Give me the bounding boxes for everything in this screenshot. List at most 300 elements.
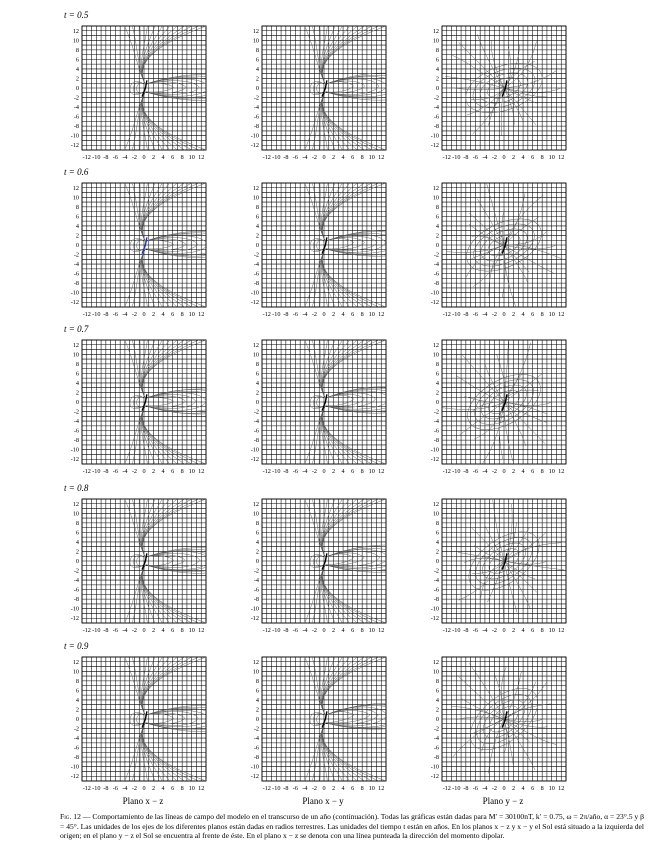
field-line	[142, 655, 188, 715]
y-tick-label: -8	[433, 754, 439, 762]
x-tick-label: -8	[463, 627, 469, 634]
field-line	[142, 497, 196, 557]
y-tick-label: -4	[433, 104, 439, 112]
y-tick-label: -10	[250, 605, 259, 613]
y-tick-label: 2	[75, 389, 79, 397]
y-tick-label: 0	[255, 558, 259, 565]
x-tick-label: -6	[112, 627, 118, 634]
field-line	[145, 240, 173, 249]
field-line	[142, 407, 188, 467]
x-tick-label: 6	[351, 154, 355, 161]
x-tick-label: -6	[292, 311, 298, 318]
y-tick-label: -4	[253, 261, 259, 269]
field-line	[322, 566, 384, 626]
x-tick-label: 6	[351, 468, 355, 475]
field-line	[142, 724, 196, 784]
y-tick-label: 4	[255, 379, 259, 387]
x-tick-label: 12	[378, 785, 385, 792]
y-tick-label: -2	[253, 408, 259, 416]
x-tick-label: -4	[482, 311, 488, 318]
x-tick-label: -12	[262, 468, 271, 475]
x-tick-label: 4	[521, 468, 525, 475]
x-tick-label: -10	[452, 154, 461, 161]
x-tick-label: -12	[82, 627, 91, 634]
x-tick-label: 6	[171, 785, 175, 792]
x-tick-label: 0	[502, 627, 506, 634]
x-tick-label: -6	[472, 311, 478, 318]
field-lines	[445, 34, 561, 135]
field-line	[142, 566, 188, 626]
field-line	[312, 250, 325, 310]
x-tick-label: 6	[531, 627, 535, 634]
x-tick-label: -4	[482, 468, 488, 475]
field-line	[145, 556, 173, 566]
field-line	[132, 497, 145, 557]
y-tick-label: -4	[433, 418, 439, 426]
x-tick-label: 8	[360, 785, 364, 792]
field-line	[322, 407, 384, 467]
y-tick-label: 4	[75, 696, 79, 704]
x-tick-label: 4	[341, 785, 345, 792]
y-tick-label: -10	[70, 289, 79, 297]
y-tick-label: -2	[253, 725, 259, 733]
y-tick-label: -6	[73, 744, 79, 752]
y-tick-label: 0	[75, 85, 79, 92]
y-tick-label: 8	[435, 203, 439, 211]
x-tick-label: 4	[161, 785, 165, 792]
x-tick-label: 0	[322, 785, 326, 792]
x-tick-label: 12	[198, 311, 205, 318]
y-tick-label: -10	[250, 289, 259, 297]
y-tick-label: 10	[432, 510, 439, 518]
field-line	[312, 407, 325, 467]
x-tick-label: -2	[311, 154, 318, 161]
x-tick-label: -10	[272, 627, 281, 634]
y-tick-label: -8	[433, 437, 439, 445]
y-tick-label: 4	[75, 538, 79, 546]
field-line	[142, 407, 204, 467]
x-tick-label: 4	[341, 627, 345, 634]
x-tick-label: -4	[302, 627, 308, 634]
x-tick-label: 6	[531, 311, 535, 318]
x-tick-label: -8	[103, 311, 109, 318]
y-tick-label: 8	[75, 519, 79, 527]
y-tick-label: -12	[70, 299, 79, 307]
y-tick-label: 10	[432, 37, 439, 45]
y-tick-label: -2	[73, 94, 79, 102]
panel-x-y-t0.6	[251, 181, 419, 318]
y-tick-label: -2	[433, 251, 439, 259]
y-tick-label: -12	[430, 299, 439, 307]
x-tick-label: -8	[283, 627, 289, 634]
x-tick-label: -8	[103, 468, 109, 475]
x-tick-label: 4	[161, 468, 165, 475]
field-line	[322, 24, 376, 84]
time-label-row-2: t = 0.6	[64, 167, 89, 177]
x-tick-label: 6	[351, 785, 355, 792]
x-tick-label: -4	[482, 627, 488, 634]
y-tick-label: -10	[250, 446, 259, 454]
y-tick-label: 2	[435, 706, 439, 714]
y-tick-label: -10	[430, 446, 439, 454]
x-tick-label: 8	[540, 627, 544, 634]
field-line	[142, 338, 196, 398]
x-tick-label: -2	[131, 785, 138, 792]
field-line	[142, 566, 204, 626]
x-tick-label: 6	[171, 468, 175, 475]
y-tick-label: 6	[255, 687, 259, 695]
field-line	[322, 338, 384, 398]
field-line	[322, 566, 360, 626]
x-tick-label: 12	[378, 627, 385, 634]
field-line	[322, 566, 376, 626]
y-tick-label: -2	[73, 408, 79, 416]
field-line	[142, 497, 204, 557]
x-tick-label: -4	[122, 468, 128, 475]
x-tick-label: 2	[511, 785, 516, 792]
x-tick-label: -10	[92, 785, 101, 792]
y-tick-label: 0	[255, 716, 259, 723]
y-tick-label: -12	[430, 142, 439, 150]
x-tick-label: -8	[103, 154, 109, 161]
x-tick-label: -2	[491, 627, 498, 634]
time-label-row-5: t = 0.9	[64, 641, 89, 651]
field-line	[322, 724, 360, 784]
x-tick-label: -6	[472, 785, 478, 792]
x-tick-label: -12	[442, 154, 451, 161]
field-line	[322, 93, 368, 153]
field-line	[504, 402, 513, 461]
y-tick-label: -8	[433, 280, 439, 288]
x-tick-label: -2	[311, 468, 318, 475]
y-tick-label: -4	[73, 577, 79, 585]
y-tick-label: 4	[255, 538, 259, 546]
x-tick-label: -6	[292, 468, 298, 475]
field-line	[142, 655, 204, 715]
x-tick-label: -6	[112, 468, 118, 475]
field-line	[142, 724, 188, 784]
y-tick-label: -2	[433, 408, 439, 416]
field-line	[312, 338, 325, 398]
field-line	[142, 407, 196, 467]
x-tick-label: 2	[511, 154, 516, 161]
field-line	[142, 181, 188, 241]
y-tick-label: 0	[435, 242, 439, 249]
y-tick-label: 6	[255, 56, 259, 64]
x-tick-label: -6	[472, 154, 478, 161]
y-tick-label: 0	[75, 558, 79, 565]
x-tick-label: -10	[92, 154, 101, 161]
x-tick-label: 0	[502, 311, 506, 318]
y-tick-label: 0	[435, 85, 439, 92]
x-tick-label: -8	[283, 785, 289, 792]
field-line	[322, 724, 384, 784]
y-tick-label: -4	[433, 577, 439, 585]
x-tick-label: -10	[92, 311, 101, 318]
y-tick-label: 6	[435, 529, 439, 537]
field-line	[322, 93, 376, 153]
x-tick-label: -10	[452, 627, 461, 634]
y-tick-label: 0	[255, 85, 259, 92]
x-tick-label: -8	[463, 468, 469, 475]
y-tick-label: -12	[70, 456, 79, 464]
x-tick-label: -8	[103, 785, 109, 792]
field-line	[312, 497, 325, 557]
x-tick-label: 12	[198, 627, 205, 634]
x-tick-label: 8	[360, 154, 364, 161]
x-tick-label: 2	[331, 311, 336, 318]
x-tick-label: -2	[131, 627, 138, 634]
y-tick-label: 12	[72, 658, 79, 666]
x-tick-label: -2	[311, 785, 318, 792]
panel-x-z-t0.6	[71, 181, 241, 318]
y-tick-label: -2	[433, 567, 439, 575]
y-tick-label: -12	[250, 615, 259, 623]
panel-y-z-t0.5	[431, 26, 566, 161]
x-tick-label: 6	[171, 154, 175, 161]
x-tick-label: 0	[142, 468, 146, 475]
field-line	[322, 724, 376, 784]
y-tick-label: 12	[432, 341, 439, 349]
x-tick-label: 10	[188, 154, 195, 161]
field-line	[322, 407, 376, 467]
x-tick-label: 10	[548, 311, 555, 318]
x-tick-label: -2	[491, 785, 498, 792]
field-line	[142, 655, 196, 715]
x-tick-label: -2	[131, 311, 138, 318]
field-line	[322, 407, 368, 467]
field-line	[142, 181, 196, 241]
y-tick-label: 8	[255, 203, 259, 211]
field-line	[312, 655, 325, 715]
y-tick-label: -4	[73, 418, 79, 426]
y-tick-label: -8	[253, 437, 259, 445]
y-tick-label: 6	[255, 370, 259, 378]
x-tick-label: -8	[463, 311, 469, 318]
y-tick-label: -10	[70, 605, 79, 613]
panel-y-z-t0.9	[431, 657, 566, 792]
field-line	[142, 93, 180, 153]
y-tick-label: 10	[432, 351, 439, 359]
x-tick-label: 12	[378, 154, 385, 161]
x-tick-label: -10	[452, 468, 461, 475]
x-tick-label: -10	[272, 154, 281, 161]
x-tick-label: -4	[302, 154, 308, 161]
panel-x-z-t0.5	[71, 24, 242, 161]
x-tick-label: -2	[311, 311, 318, 318]
y-tick-label: 2	[75, 548, 79, 556]
y-tick-label: 6	[75, 687, 79, 695]
y-tick-label: 8	[75, 46, 79, 54]
y-tick-label: 0	[255, 242, 259, 249]
y-tick-label: -8	[73, 280, 79, 288]
x-tick-label: 4	[341, 154, 345, 161]
y-tick-label: -8	[73, 596, 79, 604]
y-tick-label: 12	[252, 341, 259, 349]
y-tick-label: 10	[72, 194, 79, 202]
field-line	[142, 655, 180, 715]
x-tick-label: -12	[82, 154, 91, 161]
x-tick-label: -6	[292, 154, 298, 161]
field-line	[325, 230, 419, 256]
x-tick-label: 8	[360, 627, 364, 634]
x-tick-label: -4	[302, 468, 308, 475]
y-tick-label: 2	[255, 389, 259, 397]
x-tick-label: 4	[161, 311, 165, 318]
y-tick-label: 8	[75, 203, 79, 211]
x-tick-label: 8	[540, 311, 544, 318]
x-tick-label: 2	[331, 154, 336, 161]
x-tick-label: -12	[442, 627, 451, 634]
x-tick-label: -8	[283, 468, 289, 475]
y-tick-label: 4	[435, 222, 439, 230]
x-tick-label: -6	[472, 468, 478, 475]
y-tick-label: 12	[432, 27, 439, 35]
caption-lead: Fig. 12	[60, 812, 81, 821]
field-line	[458, 676, 504, 719]
x-tick-label: 2	[151, 627, 156, 634]
y-tick-label: 12	[72, 184, 79, 192]
x-tick-label: 4	[341, 311, 345, 318]
y-tick-label: 12	[432, 658, 439, 666]
y-tick-label: -10	[70, 763, 79, 771]
field-line	[142, 338, 180, 398]
x-tick-label: -4	[122, 311, 128, 318]
x-tick-label: 10	[368, 154, 375, 161]
x-tick-label: 0	[502, 154, 506, 161]
y-tick-label: 10	[252, 351, 259, 359]
y-tick-label: 4	[75, 379, 79, 387]
y-tick-label: -4	[73, 104, 79, 112]
y-tick-label: 6	[255, 213, 259, 221]
x-tick-label: 8	[540, 468, 544, 475]
y-tick-label: -6	[433, 270, 439, 278]
x-tick-label: -4	[122, 785, 128, 792]
field-line	[145, 398, 173, 406]
x-tick-label: -4	[482, 154, 488, 161]
y-tick-label: 4	[75, 65, 79, 73]
y-tick-label: 4	[255, 65, 259, 73]
y-tick-label: -4	[433, 261, 439, 269]
y-tick-label: -6	[253, 427, 259, 435]
field-line	[142, 93, 188, 153]
field-line	[312, 566, 325, 626]
x-tick-label: 2	[511, 627, 516, 634]
y-tick-label: 12	[252, 27, 259, 35]
x-tick-label: 0	[322, 468, 326, 475]
y-tick-label: -12	[70, 773, 79, 781]
time-label-row-1: t = 0.5	[64, 10, 89, 20]
field-line	[322, 497, 384, 557]
x-tick-label: 10	[368, 785, 375, 792]
y-tick-label: 12	[432, 184, 439, 192]
field-line	[504, 47, 511, 88]
x-tick-label: 8	[360, 311, 364, 318]
y-tick-label: 10	[432, 194, 439, 202]
x-tick-label: -12	[262, 154, 271, 161]
x-tick-label: -10	[452, 785, 461, 792]
x-tick-label: -12	[262, 311, 271, 318]
x-tick-label: -4	[122, 154, 128, 161]
field-line	[132, 24, 145, 84]
x-tick-label: 2	[151, 154, 156, 161]
x-tick-label: 8	[180, 785, 184, 792]
y-tick-label: -2	[73, 251, 79, 259]
x-tick-label: 10	[548, 154, 555, 161]
y-tick-label: -8	[433, 596, 439, 604]
x-tick-label: -10	[272, 785, 281, 792]
x-tick-label: 10	[548, 468, 555, 475]
field-line	[142, 338, 204, 398]
x-tick-label: -2	[491, 154, 498, 161]
x-tick-label: -10	[92, 468, 101, 475]
y-tick-label: -6	[73, 113, 79, 121]
field-line	[132, 655, 145, 715]
y-tick-label: 12	[72, 341, 79, 349]
x-tick-label: 10	[368, 468, 375, 475]
y-tick-label: 10	[72, 351, 79, 359]
x-tick-label: 4	[521, 154, 525, 161]
x-tick-label: -2	[131, 154, 138, 161]
field-line	[142, 93, 204, 153]
y-tick-label: -2	[433, 725, 439, 733]
x-tick-label: 0	[142, 154, 146, 161]
x-tick-label: 10	[368, 627, 375, 634]
y-tick-label: 2	[435, 75, 439, 83]
field-line	[132, 338, 145, 398]
y-tick-label: 4	[255, 696, 259, 704]
field-line	[504, 245, 529, 272]
y-tick-label: -6	[433, 744, 439, 752]
x-tick-label: 10	[188, 785, 195, 792]
field-line	[504, 245, 527, 282]
field-line	[142, 724, 180, 784]
y-tick-label: -12	[430, 773, 439, 781]
y-tick-label: 0	[75, 399, 79, 406]
field-line	[142, 497, 188, 557]
x-tick-label: 10	[368, 311, 375, 318]
y-tick-label: 0	[255, 399, 259, 406]
y-tick-label: -2	[253, 251, 259, 259]
x-tick-label: 12	[378, 311, 385, 318]
y-tick-label: 10	[72, 510, 79, 518]
panel-x-y-t0.7	[251, 338, 418, 475]
x-tick-label: 4	[521, 311, 525, 318]
field-line	[132, 250, 145, 310]
y-tick-label: -10	[70, 132, 79, 140]
field-line	[322, 407, 360, 467]
y-tick-label: 4	[75, 222, 79, 230]
x-tick-label: 2	[511, 311, 516, 318]
y-tick-label: 4	[435, 696, 439, 704]
field-line	[142, 407, 180, 467]
field-line	[322, 181, 384, 241]
y-tick-label: -6	[253, 586, 259, 594]
x-tick-label: -12	[442, 468, 451, 475]
field-line	[145, 83, 173, 92]
y-tick-label: -8	[73, 437, 79, 445]
x-tick-label: -6	[472, 627, 478, 634]
x-tick-label: 8	[180, 468, 184, 475]
y-tick-label: -4	[253, 735, 259, 743]
x-tick-label: -12	[262, 785, 271, 792]
y-tick-label: 10	[252, 37, 259, 45]
x-tick-label: 6	[531, 468, 535, 475]
field-line	[504, 561, 548, 564]
x-tick-label: 8	[180, 154, 184, 161]
y-tick-label: 0	[435, 558, 439, 565]
x-tick-label: 6	[531, 785, 535, 792]
